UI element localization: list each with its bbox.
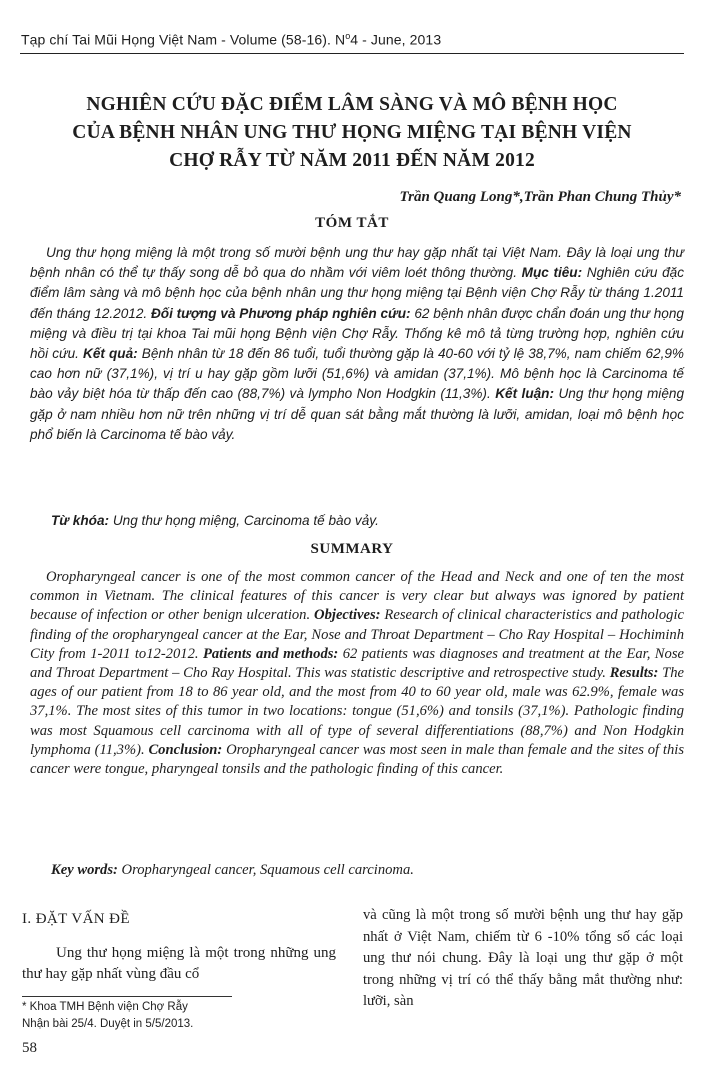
- section-title: I. ĐẶT VẤN ĐỀ: [22, 911, 130, 927]
- vn-objective-label: Mục tiêu:: [521, 265, 583, 281]
- en-keywords-label: Key words:: [51, 862, 118, 878]
- vn-intro: Ung thư họng miệng là một trong số mười bệnh ung thư hay gặp nhất tại Việt Nam. Đây là loại ung thư bệnh nhân có thể tự thấy song dễ bỏ qua do nhầm với viêm loét thông thường.: [30, 245, 684, 281]
- en-conclusion-text: Oropharyngeal cancer was most seen in male than female and the sites of this cancer were tongue, pharyngeal tonsils and the pathologic finding of this cancer.: [30, 741, 684, 778]
- vietnamese-keywords: [51, 513, 681, 528]
- page-number: 58: [22, 1040, 37, 1056]
- header-rule: [20, 53, 684, 54]
- footnotes: [22, 999, 342, 1033]
- journal-running-header: [21, 31, 681, 48]
- en-conclusion-label: Conclusion:: [148, 741, 223, 758]
- vn-conclusion-label: Kết luận:: [495, 386, 555, 402]
- section-left-column: Ung thư họng miệng là một trong những ung thư hay gặp nhất vùng đầu cổ: [22, 945, 336, 982]
- article-title: [22, 91, 682, 175]
- summary-heading: SUMMARY: [310, 541, 394, 557]
- en-results-label: Results:: [609, 665, 659, 682]
- vn-conclusion-text: Ung thư họng miệng gặp ở nam nhiều hơn nữ trên những vị trí dễ quan sát bằng mắt thường là lưỡi, amidan, loại mô bệnh học phổ biến là Carcinoma tế bào vảy.: [30, 386, 685, 442]
- title-line-3: CHỢ RẪY TỪ NĂM 2011 ĐẾN NĂM 2012: [169, 150, 535, 171]
- footnote-dates: Nhận bài 25/4. Duyệt in 5/5/2013.: [22, 1018, 194, 1030]
- en-objective-label: Objectives:: [314, 607, 381, 624]
- journal-suffix: 4 - June, 2013: [350, 31, 442, 48]
- title-line-2: CỦA BỆNH NHÂN UNG THƯ HỌNG MIỆNG TẠI BỆNH VIỆN: [72, 122, 632, 143]
- en-intro: Oropharyngeal cancer is one of the most common cancer of the Head and Neck and one of ten the most common in Vietnam. The clinical features of this cancer is very clear but always was ignored by patient because of infection or other benign ulceration.: [30, 569, 684, 624]
- tomtat-heading: TÓM TẮT: [315, 215, 389, 231]
- english-keywords: [51, 862, 681, 879]
- vn-methods-label: Đối tượng và Phương pháp nghiên cứu:: [150, 305, 411, 321]
- title-line-1: NGHIÊN CỨU ĐẶC ĐIỂM LÂM SÀNG VÀ MÔ BỆNH HỌC: [86, 94, 618, 115]
- authors: Trần Quang Long*,Trần Phan Chung Thủy*: [399, 189, 681, 205]
- vn-keywords-text: Ung thư họng miệng, Carcinoma tế bào vảy.: [109, 513, 379, 528]
- issue-superscript: o: [345, 31, 351, 41]
- footnote-rule: [22, 996, 232, 997]
- vietnamese-abstract: [30, 243, 684, 445]
- journal-prefix: Tạp chí Tai Mũi Họng Việt Nam - Volume (58-16). N: [21, 31, 346, 48]
- vn-objective-text: Nghiên cứu đặc điểm lâm sàng và mô bệnh học của bệnh nhân ung thư họng miệng tại Bệnh viện Chợ Rẫy từ tháng 1.2011 đến tháng 12.2012.: [30, 265, 684, 321]
- footnote-affiliation: * Khoa TMH Bệnh viện Chợ Rẫy: [22, 1001, 188, 1013]
- vn-methods-text: 62 bệnh nhân được chẩn đoán ung thư họng miệng và điều trị tại khoa Tai mũi họng Bệnh viện Chợ Rẫy. Thống kê mô tả từng trường hợp, nghiên cứu hồi cứu.: [30, 305, 684, 362]
- en-objective-text: Research of clinical characteristics and pathologic finding of the oropharyngeal cancer at the Ear, Nose and Throat Department – Cho Ray Hospital – Hochiminh City from 1-2011 to12-2012.: [30, 607, 684, 662]
- en-keywords-text: Oropharyngeal cancer, Squamous cell carcinoma.: [117, 862, 414, 878]
- vn-keywords-label: Từ khóa:: [51, 513, 110, 528]
- english-abstract: [30, 568, 684, 779]
- en-methods-label: Patients and methods:: [202, 645, 339, 662]
- section-right-column: và cũng là một trong số mười bệnh ung thư hay gặp nhất ở Việt Nam, chiếm từ 6 -10% tổng số các loại ung thư nói chung. Đây là loại ung thư gặp ở một trong những vị trí có thể thấy bằng mắt thường như: lưỡi, sàn: [363, 907, 683, 1009]
- en-results-text: The ages of our patient from 18 to 86 year old, and the most from 40 to 60 year old, male was 62.9%, female was 37,1%. The most sites of this tumor in two locations: tongue (51,6%) and tonsils (37,1%). Pathologic finding was most Squamous cell carcinoma with all of type of several differentiations (88,7%) and Non Hodgkin lymphoma (11,3%).: [30, 665, 684, 758]
- en-methods-text: 62 patients was diagnoses and treatment at the Ear, Nose and Throat Department – Cho Ray Hospital. This was statistic descriptive and retrospective study.: [30, 645, 684, 682]
- vn-results-label: Kết quả:: [83, 346, 138, 362]
- vn-results-text: Bệnh nhân từ 18 đến 86 tuổi, tuổi thường gặp là 40-60 với tỷ lệ 38,7%, nam chiếm 62,9% cao hơn nữ (37,1%), vị trí u hay gặp gồm lưỡi (51,6%) và amidan (37,1%). Mô bệnh học là Carcinoma tế bào vảy biệt hóa từ thấp đến cao (88,7%) và lympho Non Hodgkin (11,3%).: [30, 346, 684, 402]
